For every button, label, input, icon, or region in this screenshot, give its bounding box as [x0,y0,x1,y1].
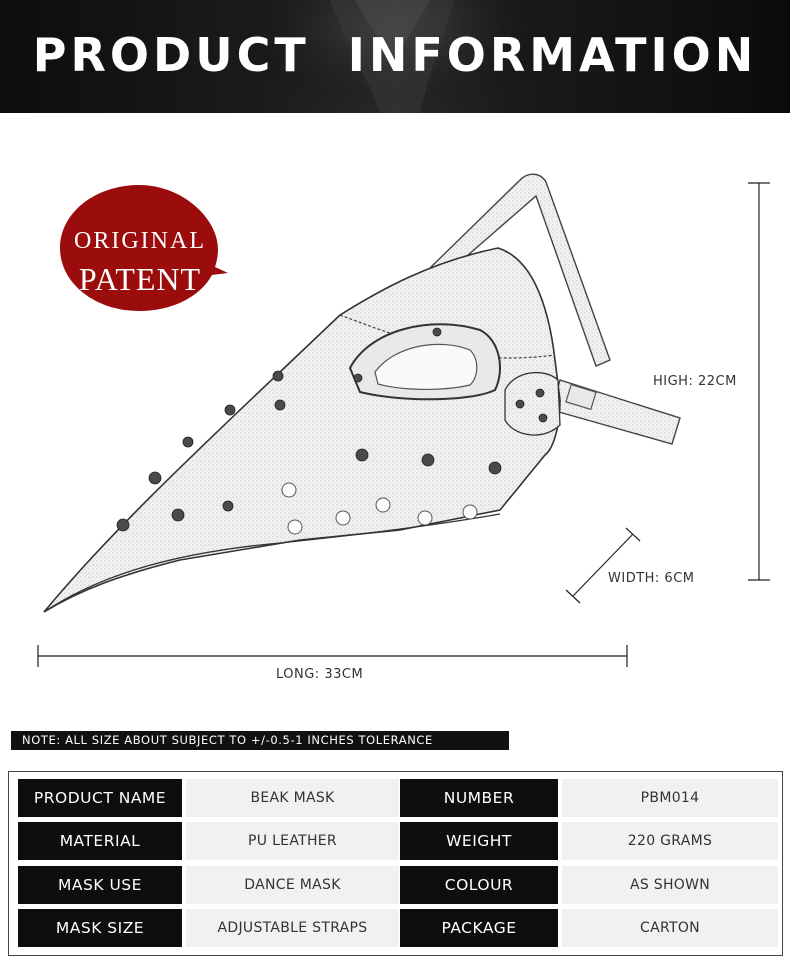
beak-mask-illustration [0,140,790,700]
height-dimension-label: HIGH: 22CM [653,374,737,389]
spec-value: 220 GRAMS [562,822,778,860]
length-dimension-label: LONG: 33CM [276,667,364,682]
spec-value: PBM014 [562,779,778,817]
spec-value: AS SHOWN [562,866,778,904]
badge-line-original: ORIGINAL [74,228,206,254]
spec-value: PU LEATHER [186,822,399,860]
width-dimension-label: WIDTH: 6CM [608,571,695,586]
spec-value: ADJUSTABLE STRAPS [186,909,399,947]
header-banner [0,0,790,113]
spec-label: MASK USE [18,866,182,904]
spec-label: NUMBER [400,779,558,817]
badge-line-patent: PATENT [78,261,202,297]
spec-row [9,909,782,947]
spec-label: COLOUR [400,866,558,904]
spec-value: CARTON [562,909,778,947]
spec-value: DANCE MASK [186,866,399,904]
spec-row [9,822,782,860]
spec-value: BEAK MASK [186,779,399,817]
spec-label: MATERIAL [18,822,182,860]
spec-row [9,779,782,817]
spec-label: PRODUCT NAME [18,779,182,817]
spec-label: WEIGHT [400,822,558,860]
page-title: PRODUCT INFORMATION [32,28,758,82]
spec-row [9,866,782,904]
spec-label: PACKAGE [400,909,558,947]
spec-label: MASK SIZE [18,909,182,947]
tolerance-note: NOTE: ALL SIZE ABOUT SUBJECT TO +/-0.5-1 INCHES TOLERANCE [11,731,509,750]
spec-table [8,771,783,956]
